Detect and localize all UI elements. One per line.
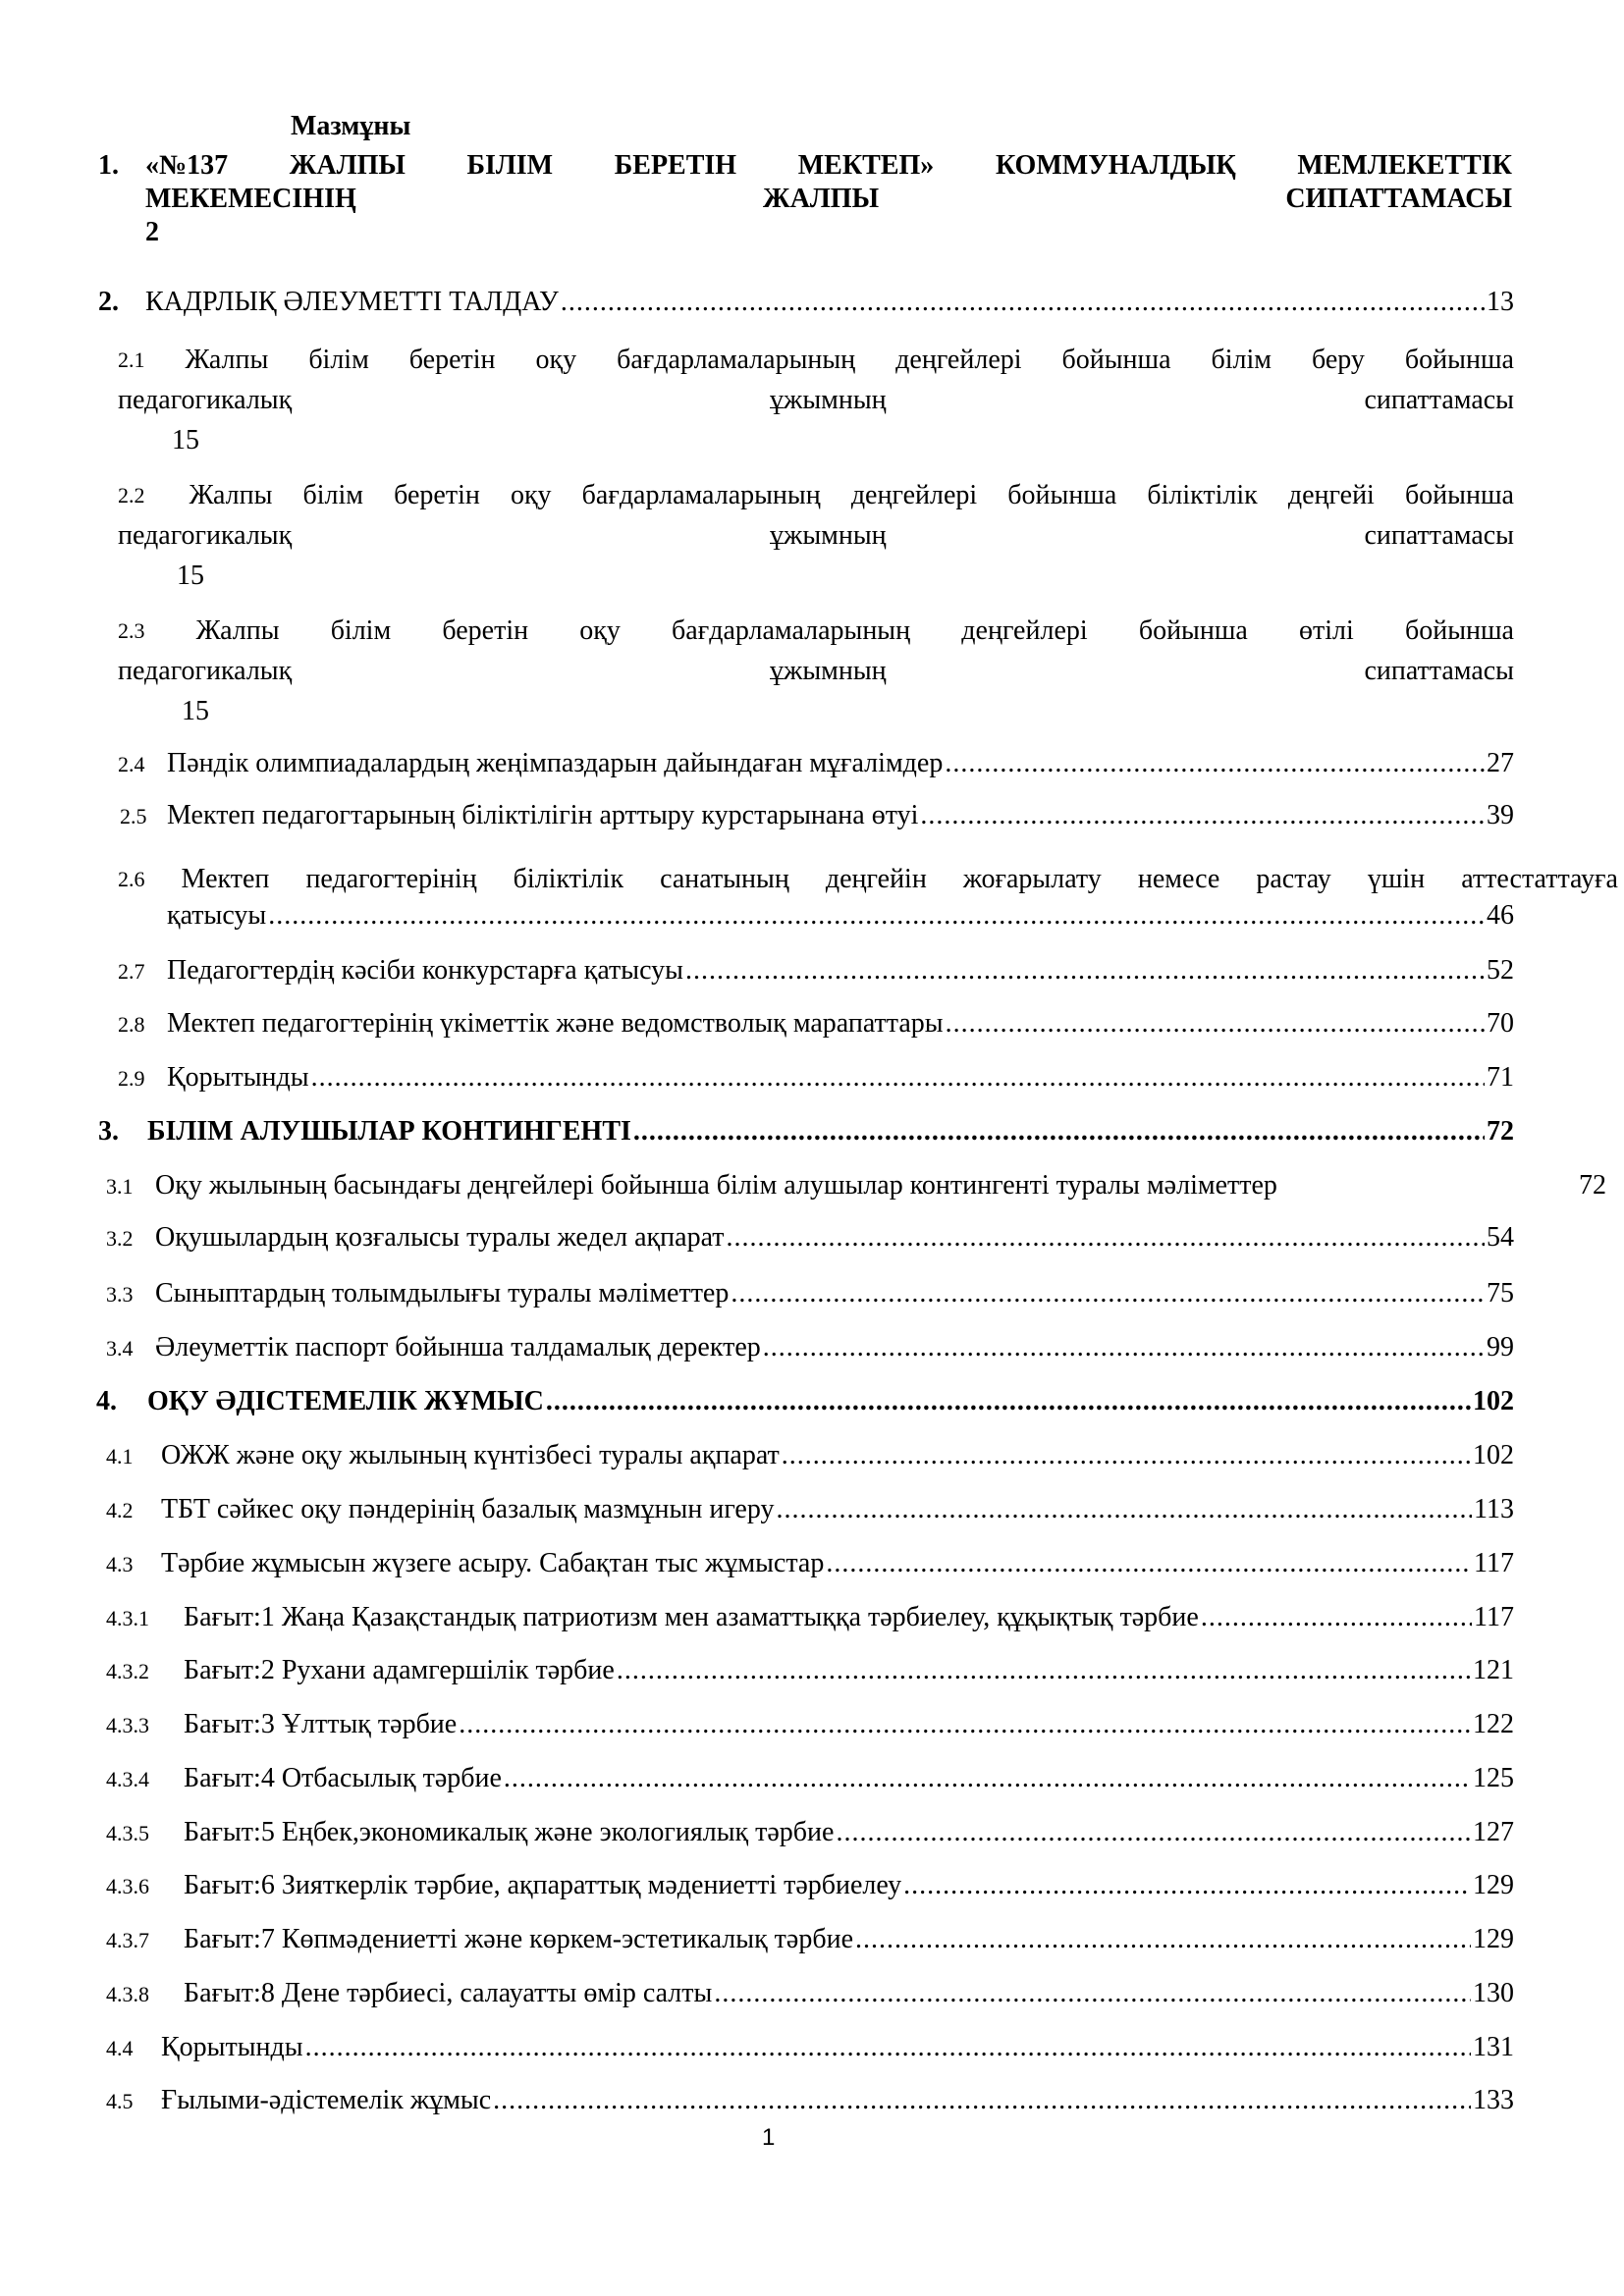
toc-section-1-line2	[145, 183, 1512, 216]
toc-page-number: 117	[1474, 1548, 1514, 1578]
dot-leader	[945, 746, 1485, 781]
word: БЕРЕТІН	[614, 150, 737, 181]
word: білім	[302, 480, 364, 510]
toc-entry-title: Қорытынды	[161, 2032, 303, 2062]
toc-entry-title: Тәрбие жұмысын жүзеге асыру. Сабақтан тыс жұмыстар	[161, 1548, 825, 1578]
toc-section-1-number: 1.	[98, 150, 119, 181]
toc-entry-number: 3.3	[106, 1282, 134, 1307]
toc-section-1[interactable]	[145, 149, 1512, 249]
word: оқу	[510, 480, 552, 510]
dot-leader	[920, 798, 1485, 833]
toc-entry-title: Сыныптардың толымдылығы туралы мәліметтер	[155, 1278, 730, 1308]
toc-entry-title: БІЛІМ АЛУШЫЛАР КОНТИНГЕНТІ	[147, 1116, 631, 1147]
word: деңгейлері	[961, 615, 1088, 646]
toc-page-number: 15	[172, 425, 199, 455]
word: МЕКТЕП»	[797, 150, 935, 181]
dot-leader	[617, 1653, 1471, 1688]
word: Жалпы	[195, 615, 280, 646]
dot-leader	[561, 285, 1485, 320]
toc-page-number: 122	[1473, 1709, 1514, 1739]
toc-entry-number: 4.5	[106, 2089, 134, 2113]
toc-entry-2-6-continuation[interactable]	[167, 898, 1514, 934]
toc-entry-number: 3.	[98, 1116, 119, 1147]
toc-page-number: 39	[1487, 800, 1514, 830]
word: аттестаттауға	[1461, 864, 1618, 894]
word: педагогтерінің	[305, 864, 477, 894]
word: деңгейлері	[850, 480, 978, 510]
word: санатының	[660, 864, 789, 894]
toc-entry-number: 4.3.1	[106, 1606, 149, 1630]
toc-entry-number: 4.4	[106, 2036, 134, 2060]
toc-entry-4-5[interactable]	[106, 2083, 1514, 2118]
word: бойынша	[1007, 480, 1117, 510]
word: бойынша	[1404, 615, 1514, 646]
toc-entry-3-1[interactable]	[106, 1168, 1606, 1203]
toc-entry-2[interactable]	[98, 285, 1514, 320]
toc-entry-4-3-5[interactable]	[106, 1815, 1514, 1850]
toc-entry-4[interactable]	[96, 1384, 1514, 1419]
word: педагогикалық	[118, 520, 293, 551]
word: ұжымның	[770, 520, 887, 551]
toc-page-number: 130	[1473, 1978, 1514, 2008]
toc-entry-title: Бағыт:4 Отбасылық тәрбие	[184, 1763, 502, 1793]
word: бойынша	[1138, 615, 1248, 646]
toc-entry-line1	[118, 340, 1514, 380]
toc-entry-number: 2.1	[118, 347, 145, 372]
dot-leader	[311, 1060, 1485, 1095]
toc-page-number: 102	[1473, 1386, 1514, 1416]
word: Мектеп	[181, 864, 270, 894]
word: білім	[1211, 345, 1272, 375]
dot-leader	[305, 2030, 1471, 2065]
word: өтілі	[1299, 615, 1354, 646]
toc-entry-number: 3.1	[106, 1174, 134, 1199]
toc-entry-title: Бағыт:8 Дене тәрбиесі, салауатты өмір салты	[184, 1978, 713, 2008]
toc-page-number: 129	[1473, 1924, 1514, 1954]
toc-entry-number: 3.2	[106, 1226, 134, 1251]
dot-leader	[504, 1761, 1471, 1796]
toc-entry-number: 4.2	[106, 1498, 134, 1522]
toc-entry-line2	[118, 651, 1514, 691]
word: жоғарылату	[962, 864, 1102, 894]
word: бойынша	[1404, 345, 1514, 375]
dot-leader	[727, 1220, 1485, 1255]
toc-entry-number: 3.4	[106, 1336, 134, 1361]
toc-page-number: 46	[1487, 900, 1514, 931]
word: беретін	[442, 615, 529, 646]
toc-entry-2-1[interactable]	[118, 340, 1514, 460]
toc-entry-title: Бағыт:3 Ұлттық тәрбие	[184, 1709, 458, 1739]
word: біліктілік	[513, 864, 624, 894]
toc-entry-number: 2.6	[118, 867, 145, 891]
dot-leader	[714, 1976, 1471, 2011]
toc-entry-title: Бағыт:7 Көпмәдениетті және көркем-эстетикалық тәрбие	[184, 1924, 854, 1954]
toc-entry-2-3[interactable]	[118, 611, 1514, 731]
word: ЖАЛПЫ	[289, 150, 406, 181]
toc-entry-number: 4.3.3	[106, 1713, 149, 1737]
toc-page-number: 13	[1487, 287, 1514, 317]
toc-entry-line1	[118, 611, 1514, 651]
toc-title: Мазмұны	[291, 111, 411, 141]
toc-entry-title: Мектеп педагогтарының біліктілігін арттыру курстарынана өтуі	[167, 800, 919, 830]
toc-entry-3-2[interactable]	[106, 1220, 1514, 1255]
toc-page-number: 2	[145, 217, 159, 247]
toc-entry-line1	[118, 861, 1618, 897]
toc-entry-3-3[interactable]	[106, 1276, 1514, 1311]
dot-leader	[763, 1330, 1485, 1365]
toc-section-1-line1	[145, 149, 1512, 183]
toc-entry-3-4[interactable]	[106, 1330, 1514, 1365]
toc-entry-3[interactable]	[98, 1114, 1514, 1149]
toc-entry-title: Мектеп педагогтерінің үкіметтік және ведомстволық марапаттары	[167, 1008, 944, 1039]
toc-entry-line1	[118, 475, 1514, 515]
word: бағдарламаларының	[672, 615, 911, 646]
toc-entry-line2	[118, 515, 1514, 556]
toc-entry-title: ТБТ сәйкес оқу пәндерінің базалық мазмұнын игеру	[161, 1494, 775, 1524]
word: Жалпы	[185, 345, 269, 375]
word: бойынша	[1404, 480, 1514, 510]
word: сипаттамасы	[1364, 656, 1514, 686]
word: БІЛІМ	[466, 150, 554, 181]
dot-leader	[777, 1492, 1473, 1527]
dot-leader	[633, 1114, 1485, 1149]
dot-leader	[459, 1707, 1471, 1742]
dot-leader	[836, 1815, 1471, 1850]
toc-entry-number: 4.3.4	[106, 1767, 149, 1791]
word: ұжымның	[770, 656, 887, 686]
word: КОММУНАЛДЫҚ	[995, 150, 1236, 181]
toc-entry-title: Бағыт:6 Зияткерлік тәрбие, ақпараттық мәдениетті тәрбиелеу	[184, 1870, 902, 1900]
word: беретін	[408, 345, 496, 375]
word: оқу	[535, 345, 577, 375]
word: немесе	[1137, 864, 1220, 894]
toc-page-number: 125	[1473, 1763, 1514, 1793]
toc-entry-title: Бағыт:5 Еңбек,экономикалық және экологиялық тәрбие	[184, 1817, 835, 1847]
toc-entry-number: 2.	[98, 287, 119, 317]
toc-entry-4-1[interactable]	[106, 1438, 1514, 1473]
toc-page-number: 70	[1487, 1008, 1514, 1039]
page-footer-number: 1	[762, 2124, 776, 2151]
toc-entry-4-3-6[interactable]	[106, 1868, 1514, 1903]
toc-page-number: 102	[1473, 1440, 1514, 1470]
toc-entry-4-3-4[interactable]	[106, 1761, 1514, 1796]
word: бойынша	[1061, 345, 1171, 375]
word: үшін	[1367, 864, 1426, 894]
word: МЕКЕМЕСІНІҢ	[145, 184, 356, 214]
toc-entry-number: 4.3.8	[106, 1982, 149, 2006]
toc-entry-title: Пәндік олимпиадалардың жеңімпаздарын дайындаған мұғалімдер	[167, 748, 944, 778]
word: білім	[330, 615, 392, 646]
toc-entry-2-5[interactable]	[120, 798, 1514, 833]
word: педагогикалық	[118, 385, 293, 415]
toc-entry-2-7[interactable]	[118, 953, 1514, 988]
toc-entry-4-3-8[interactable]	[106, 1976, 1514, 2011]
toc-page-number: 27	[1487, 748, 1514, 778]
dot-leader	[493, 2083, 1471, 2118]
toc-entry-title-continuation: қатысуы	[167, 900, 267, 931]
toc-entry-4-2[interactable]	[106, 1492, 1514, 1527]
word: «№137	[145, 150, 229, 181]
dot-leader	[782, 1438, 1471, 1473]
toc-page-line	[118, 420, 1514, 460]
toc-entry-title: Қорытынды	[167, 1062, 309, 1093]
word: сипаттамасы	[1364, 520, 1514, 551]
toc-entry-number: 2.9	[118, 1066, 145, 1091]
toc-page-number: 52	[1487, 955, 1514, 986]
word: ұжымның	[770, 385, 887, 415]
dot-leader	[1201, 1600, 1472, 1635]
toc-entry-title: Ғылыми-әдістемелік жұмыс	[161, 2085, 492, 2115]
toc-entry-number: 2.4	[118, 752, 145, 776]
toc-entry-number: 4.1	[106, 1444, 134, 1468]
word: ЖАЛПЫ	[763, 184, 880, 214]
toc-entry-title: Бағыт:1 Жаңа Қазақстандық патриотизм мен азаматтыққа тәрбиелеу, құқықтық тәрбие	[184, 1602, 1199, 1632]
toc-entry-2-2[interactable]	[118, 475, 1514, 596]
toc-page-number: 75	[1487, 1278, 1514, 1308]
toc-entry-4-3-3[interactable]	[106, 1707, 1514, 1742]
word: деңгейлері	[895, 345, 1022, 375]
word: бағдарламаларының	[581, 480, 821, 510]
dot-leader	[546, 1384, 1471, 1419]
toc-section-1-page-line	[145, 216, 1512, 249]
dot-leader	[826, 1546, 1472, 1581]
toc-entry-number: 4.3.5	[106, 1821, 149, 1845]
toc-entry-title: Педагогтердің кәсіби конкурстарға қатысуы	[167, 955, 683, 986]
dot-leader	[268, 898, 1485, 934]
word: Жалпы	[189, 480, 273, 510]
toc-entry-title: Әлеуметтік паспорт бойынша талдамалық деректер	[155, 1332, 761, 1362]
toc-entry-title: Бағыт:2 Рухани адамгершілік тәрбие	[184, 1655, 615, 1685]
toc-entry-4-3[interactable]	[106, 1546, 1514, 1581]
word: оқу	[579, 615, 621, 646]
toc-page-number: 127	[1473, 1817, 1514, 1847]
dot-leader	[855, 1922, 1471, 1957]
toc-page-number: 133	[1473, 2085, 1514, 2115]
dot-leader	[731, 1276, 1485, 1311]
toc-entry-number: 2.2	[118, 483, 145, 507]
word: білім	[308, 345, 369, 375]
toc-page-number: 117	[1474, 1602, 1514, 1632]
toc-page-number: 54	[1487, 1222, 1514, 1253]
toc-page-number: 15	[177, 561, 204, 591]
word: СИПАТТАМАСЫ	[1285, 184, 1512, 214]
toc-entry-number: 2.7	[118, 959, 145, 984]
toc-entry-line2	[118, 380, 1514, 420]
toc-page-number: 121	[1473, 1655, 1514, 1685]
word: растау	[1256, 864, 1331, 894]
toc-entry-title: Оқушылардың қозғалысы туралы жедел ақпарат	[155, 1222, 725, 1253]
toc-entry-4-4[interactable]	[106, 2030, 1514, 2065]
toc-entry-number: 4.	[96, 1386, 117, 1416]
toc-page-line	[118, 556, 1514, 596]
toc-entry-2-9[interactable]	[118, 1060, 1514, 1095]
toc-entry-2-4[interactable]	[118, 746, 1514, 781]
toc-entry-2-6[interactable]	[118, 861, 1618, 897]
toc-entry-number: 2.8	[118, 1012, 145, 1037]
toc-entry-title: ОҚУ ӘДІСТЕМЕЛІК ЖҰМЫС	[147, 1386, 544, 1416]
dot-leader	[946, 1006, 1485, 1041]
toc-entry-title: ОЖЖ және оқу жылының күнтізбесі туралы ақпарат	[161, 1440, 780, 1470]
dot-leader	[685, 953, 1485, 988]
word: беру	[1312, 345, 1365, 375]
word: деңгейін	[825, 864, 927, 894]
toc-entry-2-8[interactable]	[118, 1006, 1514, 1041]
toc-page-number: 113	[1474, 1494, 1514, 1524]
toc-entry-4-3-1[interactable]	[106, 1600, 1514, 1635]
word: педагогикалық	[118, 656, 293, 686]
dot-leader	[903, 1868, 1471, 1903]
toc-page-number: 131	[1473, 2032, 1514, 2062]
toc-page-number: 72	[1487, 1116, 1514, 1147]
toc-entry-number: 2.3	[118, 618, 145, 643]
toc-entry-title: Оқу жылының басындағы деңгейлері бойынша білім алушылар контингенті туралы мәліметтер	[155, 1170, 1277, 1201]
toc-entry-4-3-7[interactable]	[106, 1922, 1514, 1957]
toc-page-number: 15	[182, 696, 209, 726]
word: біліктілік	[1147, 480, 1258, 510]
word: сипаттамасы	[1364, 385, 1514, 415]
toc-entry-number: 2.5	[120, 804, 147, 828]
toc-entry-4-3-2[interactable]	[106, 1653, 1514, 1688]
toc-page-line	[118, 691, 1514, 731]
toc-page-number: 72	[1579, 1170, 1606, 1201]
toc-entry-title: КАДРЛЫҚ ӘЛЕУМЕТТІ ТАЛДАУ	[145, 287, 559, 317]
word: деңгейі	[1287, 480, 1375, 510]
word: беретін	[394, 480, 480, 510]
toc-page-number: 99	[1487, 1332, 1514, 1362]
toc-page-number: 71	[1487, 1062, 1514, 1093]
word: бағдарламаларының	[617, 345, 856, 375]
toc-page-number: 129	[1473, 1870, 1514, 1900]
toc-entry-number: 4.3	[106, 1552, 134, 1576]
toc-entry-number: 4.3.6	[106, 1874, 149, 1898]
toc-entry-number: 4.3.2	[106, 1659, 149, 1683]
toc-entry-number: 4.3.7	[106, 1928, 149, 1952]
word: МЕМЛЕКЕТТІК	[1297, 150, 1512, 181]
